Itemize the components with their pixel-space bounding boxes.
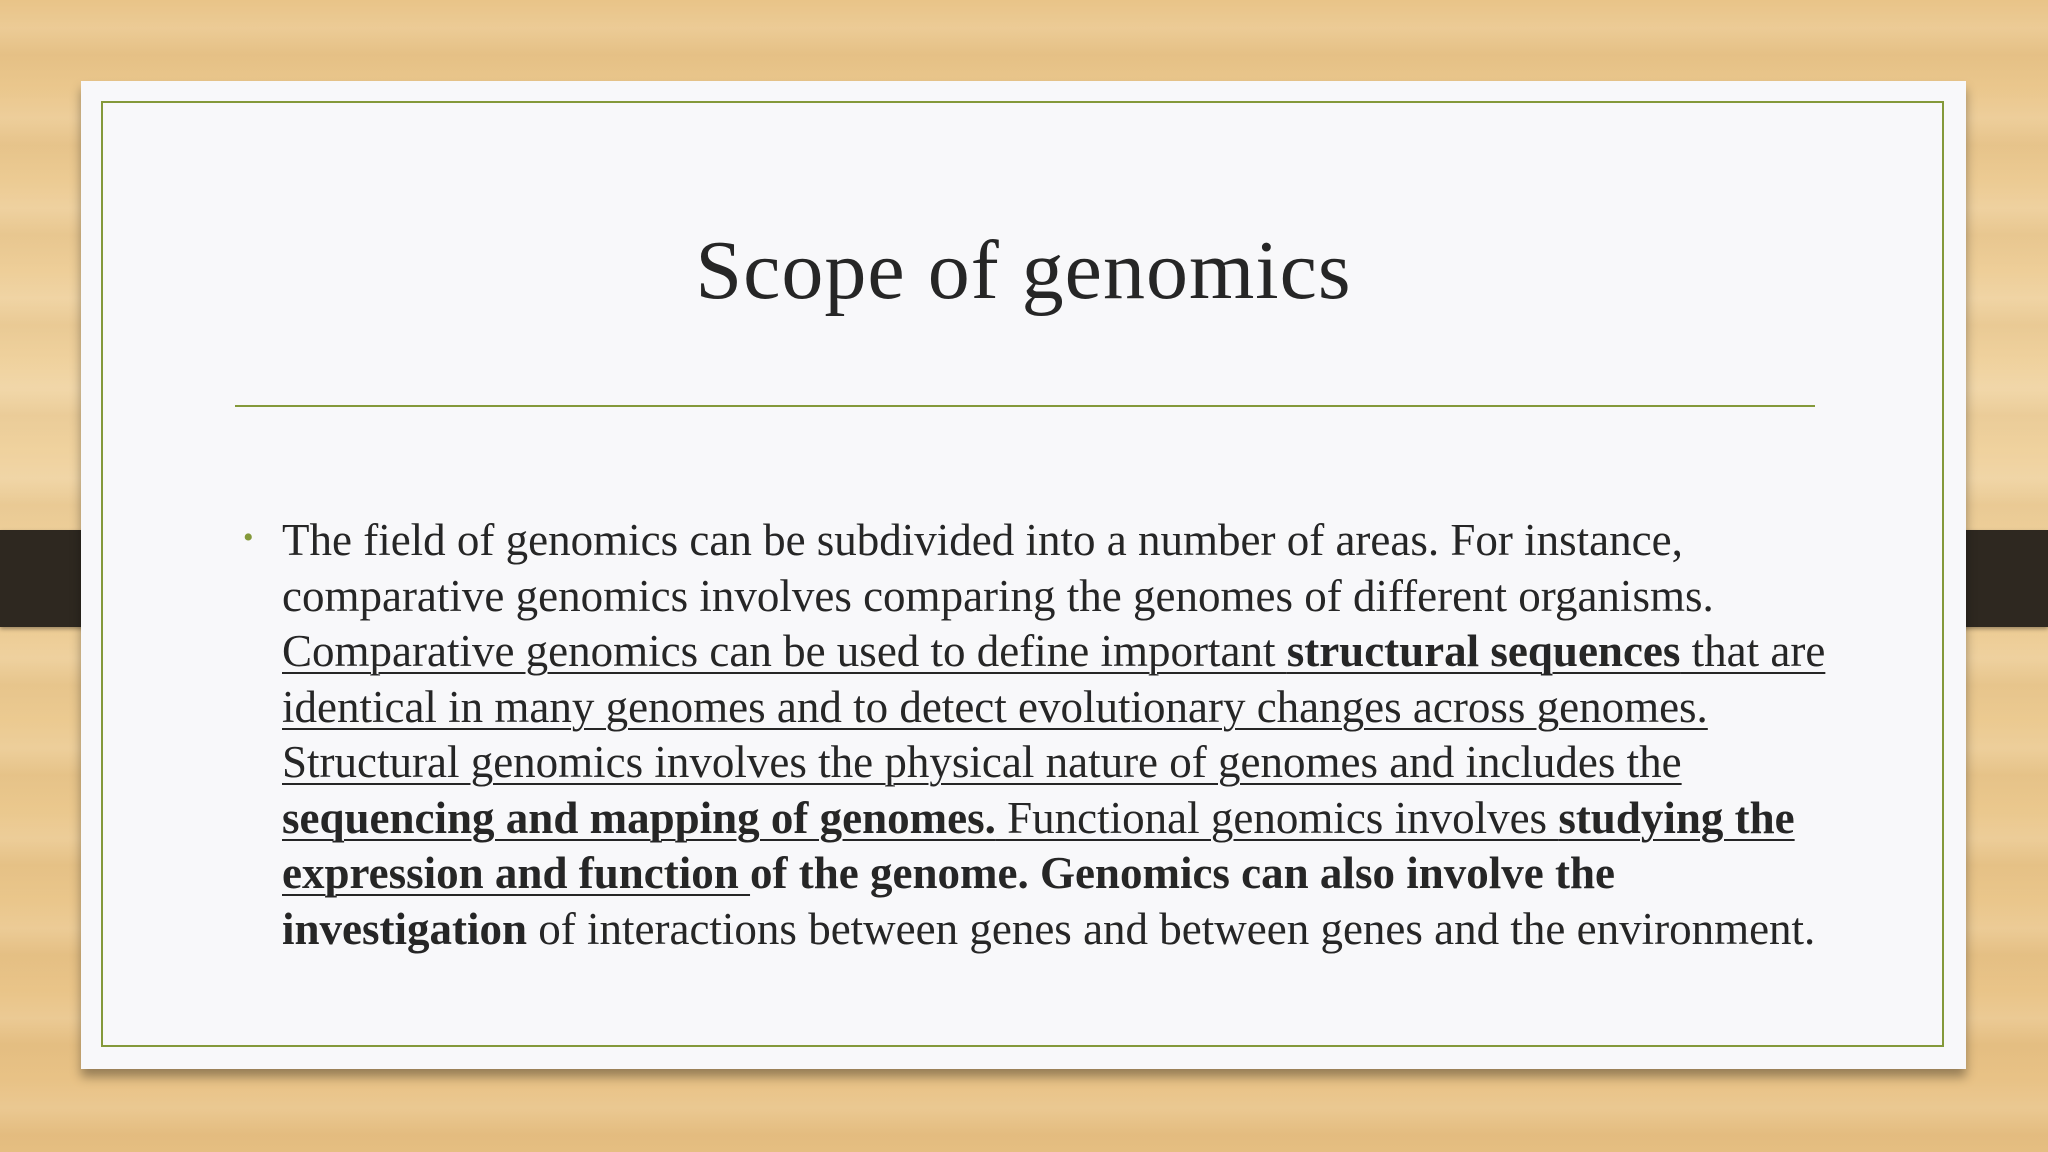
slide (81, 81, 1966, 1069)
title-divider (235, 405, 1815, 407)
bullet-segment: of the genome. Genomics can also involve the investigation (282, 848, 1615, 954)
bullet-marker: • (243, 521, 254, 554)
bullet-segment: studying the expression and function (282, 792, 1795, 898)
bullet-segment: The field of genomics can be subdivided into a number of areas. For instance, comparative genomics involves comparing the genomes of different organisms. (282, 515, 1714, 621)
bullet-segment: of interactions between genes and between genes and the environment. (527, 903, 1816, 954)
bullet-segment: structural sequences (1286, 626, 1681, 676)
bullet-paragraph (282, 513, 1842, 957)
bullet-segment: sequencing and mapping of genomes. (282, 792, 996, 843)
bullet-segment: Functional genomics involves (995, 792, 1559, 843)
bullet-segment: Comparative genomics can be used to define important (282, 626, 1287, 676)
bullet-segment: that are identical in many genomes and to detect evolutionary changes across genomes. Structural genomics involves the physical nature of genomes and includes the (282, 626, 1826, 787)
slide-title: Scope of genomics (695, 224, 1352, 317)
